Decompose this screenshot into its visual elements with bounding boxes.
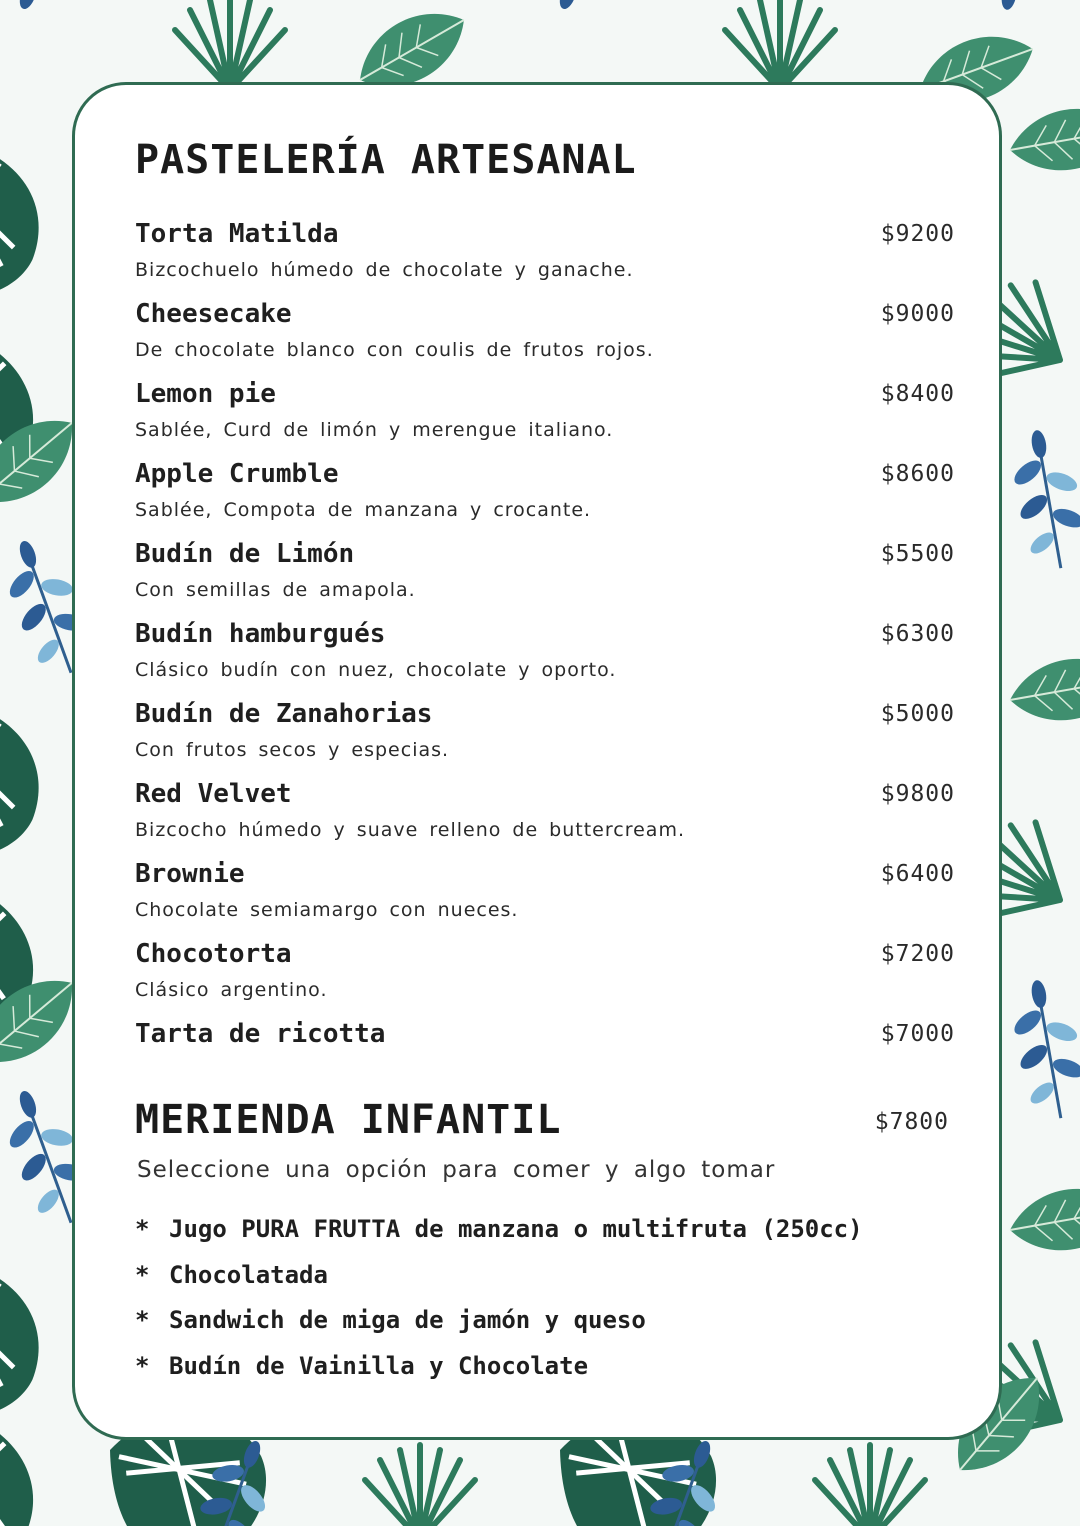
item-name: Budín hamburgués <box>135 619 386 649</box>
item-price: $5500 <box>880 541 955 567</box>
item-price: $9000 <box>880 301 955 327</box>
menu-item <box>135 379 955 455</box>
merienda-option <box>135 1261 328 1289</box>
item-price: $8400 <box>880 381 955 407</box>
item-name: Apple Crumble <box>135 459 339 489</box>
item-name: Cheesecake <box>135 299 292 329</box>
item-name: Lemon pie <box>135 379 276 409</box>
item-description: Con frutos secos y especias. <box>135 739 450 761</box>
option-text: Budín de Vainilla y Chocolate <box>169 1352 589 1380</box>
merienda-option <box>135 1306 646 1334</box>
menu-item <box>135 779 955 855</box>
menu-card <box>72 82 1002 1440</box>
item-description: Sablée, Curd de limón y merengue italiano. <box>135 419 614 441</box>
item-description: Chocolate semiamargo con nueces. <box>135 899 519 921</box>
bullet-star: * <box>135 1352 150 1380</box>
section-title-merienda: MERIENDA INFANTIL <box>135 1097 562 1143</box>
item-name: Tarta de ricotta <box>135 1019 386 1049</box>
item-description: Sablée, Compota de manzana y crocante. <box>135 499 592 521</box>
item-description: Clásico budín con nuez, chocolate y oporto. <box>135 659 617 681</box>
item-name: Budín de Limón <box>135 539 355 569</box>
bullet-star: * <box>135 1261 150 1289</box>
item-description: Clásico argentino. <box>135 979 328 1001</box>
item-price: $9200 <box>880 221 955 247</box>
item-description: Bizcocho húmedo y suave relleno de buttercream. <box>135 819 685 841</box>
bullet-star: * <box>135 1215 150 1243</box>
menu-item <box>135 619 955 695</box>
item-description: Con semillas de amapola. <box>135 579 416 601</box>
option-text: Jugo PURA FRUTTA de manzana o multifruta (250cc) <box>169 1215 863 1243</box>
item-price: $6400 <box>880 861 955 887</box>
menu-item <box>135 1019 955 1095</box>
item-price: $6300 <box>880 621 955 647</box>
item-price: $7200 <box>880 941 955 967</box>
menu-item <box>135 859 955 935</box>
merienda-option <box>135 1215 863 1243</box>
menu-item <box>135 699 955 775</box>
item-name: Budín de Zanahorias <box>135 699 433 729</box>
menu-item <box>135 539 955 615</box>
menu-item <box>135 459 955 535</box>
bullet-star: * <box>135 1306 150 1334</box>
item-description: Bizcochuelo húmedo de chocolate y ganache. <box>135 259 634 281</box>
item-price: $8600 <box>880 461 955 487</box>
item-name: Brownie <box>135 859 245 889</box>
merienda-subtitle: Seleccione una opción para comer y algo tomar <box>137 1157 776 1183</box>
merienda-option <box>135 1352 588 1380</box>
item-name: Red Velvet <box>135 779 292 809</box>
option-text: Chocolatada <box>169 1261 328 1289</box>
option-text: Sandwich de miga de jamón y queso <box>169 1306 646 1334</box>
merienda-price: $7800 <box>874 1109 949 1135</box>
menu-item <box>135 219 955 295</box>
section-title-pasteleria: PASTELERÍA ARTESANAL <box>135 137 637 183</box>
item-price: $5000 <box>880 701 955 727</box>
item-name: Chocotorta <box>135 939 292 969</box>
item-name: Torta Matilda <box>135 219 339 249</box>
item-price: $9800 <box>880 781 955 807</box>
item-description: De chocolate blanco con coulis de frutos rojos. <box>135 339 654 361</box>
menu-item <box>135 299 955 375</box>
menu-item <box>135 939 955 1015</box>
item-price: $7000 <box>880 1021 955 1047</box>
